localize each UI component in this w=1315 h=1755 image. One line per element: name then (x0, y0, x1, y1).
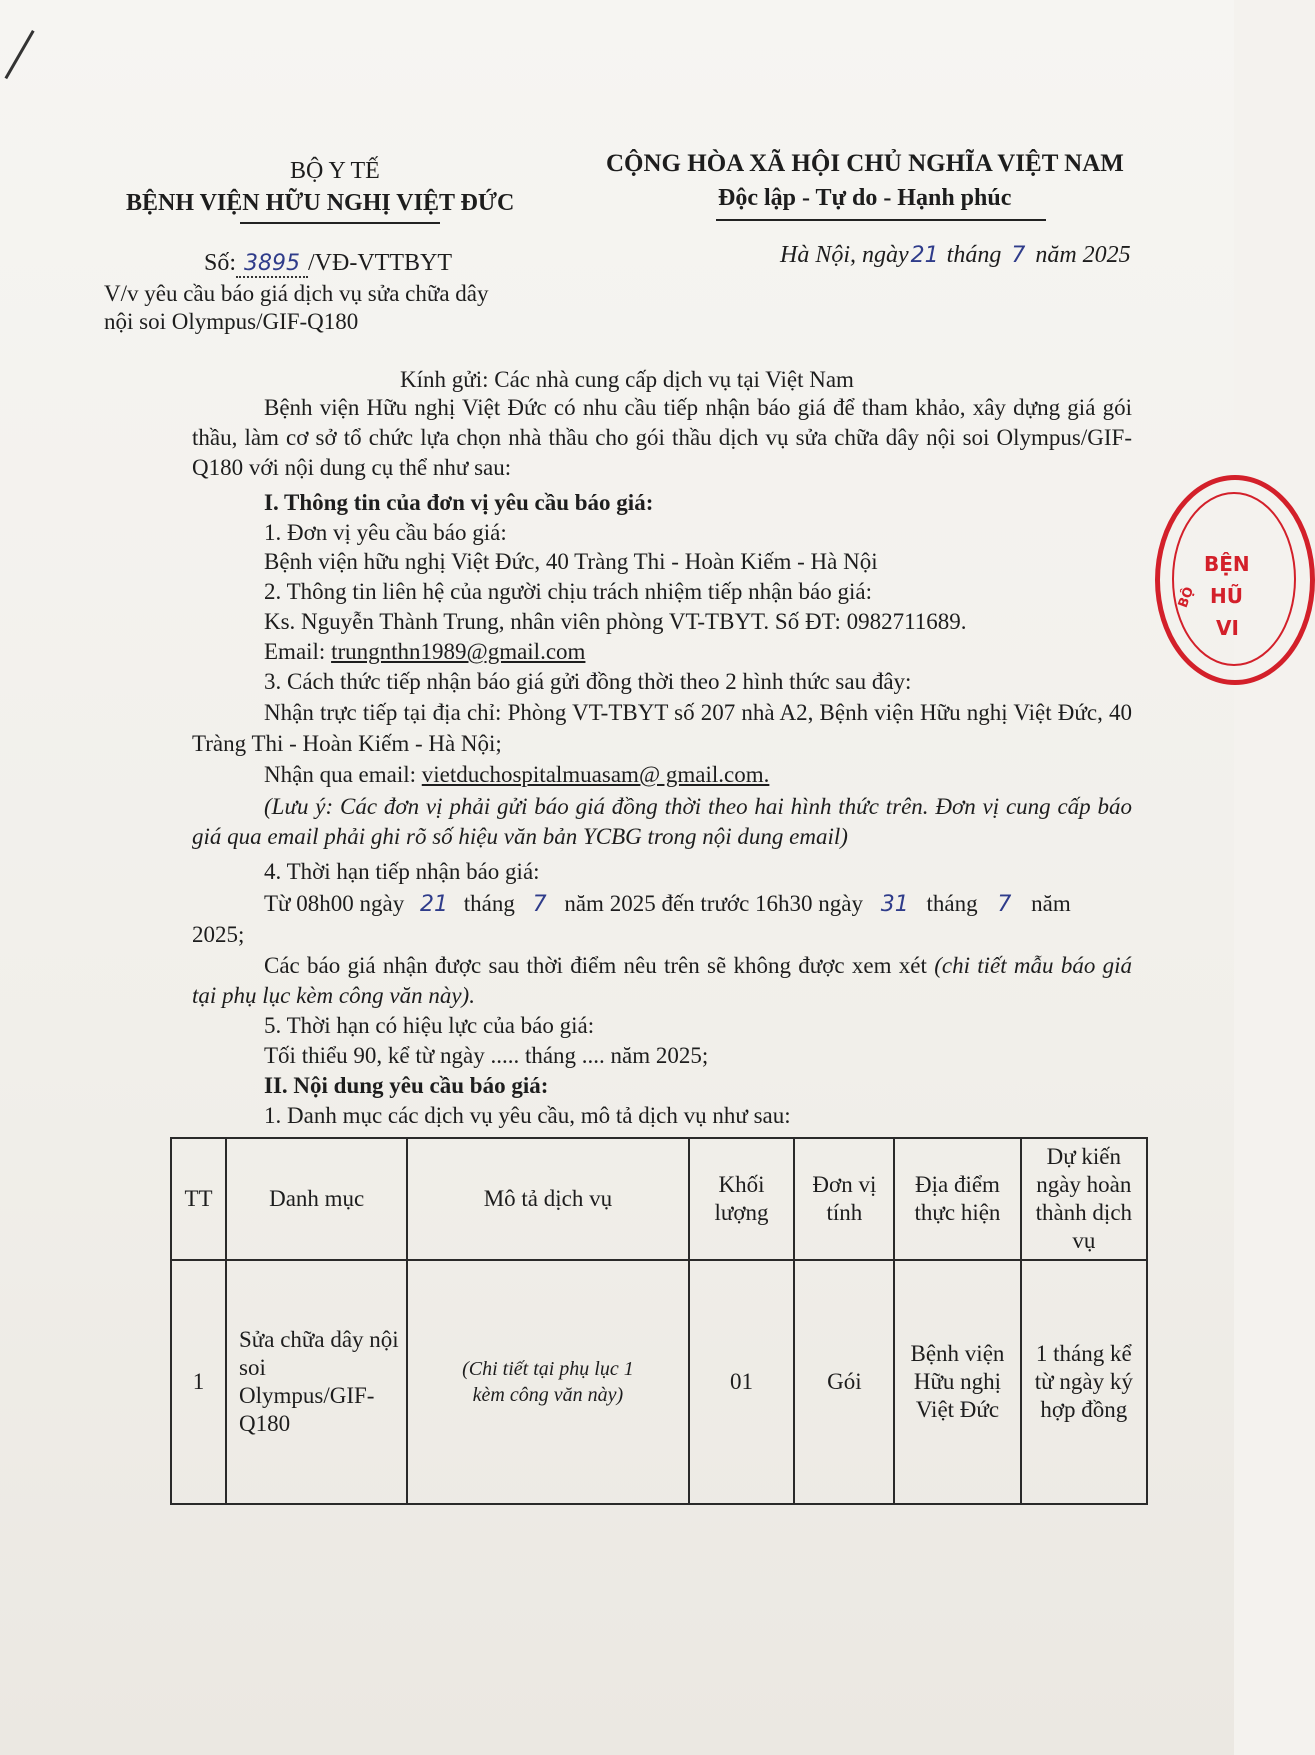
cell-tt: 1 (171, 1260, 226, 1504)
stamp-text-3: VI (1216, 616, 1239, 640)
cell-unit: Gói (794, 1260, 894, 1504)
procurement-email-link[interactable]: vietduchospitalmuasam@ gmail.com. (421, 762, 770, 787)
item-2-value: Ks. Nguyễn Thành Trung, nhân viên phòng VT-TBYT. Số ĐT: 0982711689. (264, 609, 967, 634)
item-4-year: 2025; (192, 922, 245, 947)
header-quantity: Khối lượng (689, 1138, 795, 1260)
date-year: năm 2025 (1035, 242, 1131, 268)
cell-location: Bệnh viện Hữu nghị Việt Đức (894, 1260, 1020, 1504)
table-row (171, 1260, 1147, 1504)
item-4-day-2: 31 (880, 892, 909, 917)
item-2: 2. Thông tin liên hệ của người chịu trách nhiệm tiếp nhận báo giá: (264, 579, 872, 604)
item-4-month-1: 7 (532, 892, 547, 917)
table-header-row (171, 1138, 1147, 1260)
item-3-direct: Nhận trực tiếp tại địa chỉ: Phòng VT-TBYT số 207 nhà A2, Bệnh viện Hữu nghị Việt Đức, 40 Tràng Thi - Hoàn Kiếm - Hà Nội; (192, 700, 1132, 756)
email-line (264, 637, 585, 667)
header-unit: Đơn vị tính (794, 1138, 894, 1260)
note-paragraph: (Lưu ý: Các đơn vị phải gửi báo giá đồng thời theo hai hình thức trên. Đơn vị cung cấp báo giá qua email phải ghi rõ số hiệu văn bản YCBG trong nội dung email) (192, 794, 1132, 849)
nation-name: CỘNG HÒA XÃ HỘI CHỦ NGHĨA VIỆT NAM (606, 150, 1124, 177)
item-3: 3. Cách thức tiếp nhận báo giá gửi đồng thời theo 2 hình thức sau đây: (264, 669, 912, 694)
header-completion: Dự kiến ngày hoàn thành dịch vụ (1021, 1138, 1147, 1260)
cell-quantity: 01 (689, 1260, 795, 1504)
item-4-from: Từ 08h00 ngày (264, 891, 405, 916)
issue-date (780, 242, 1131, 269)
section-2-item-1: 1. Danh mục các dịch vụ yêu cầu, mô tả dịch vụ như sau: (264, 1103, 791, 1128)
hospital-name: BỆNH VIỆN HỮU NGHỊ VIỆT ĐỨC (126, 190, 515, 216)
item-1-value: Bệnh viện hữu nghị Việt Đức, 40 Tràng Thi - Hoàn Kiếm - Hà Nội (264, 549, 878, 574)
motto: Độc lập - Tự do - Hạnh phúc (718, 185, 1012, 211)
item-4-note-italic: (chi tiết mẫu báo giá tại phụ lục kèm công văn này). (192, 953, 1132, 1008)
red-seal-stamp (1155, 475, 1315, 685)
subject-line-2: nội soi Olympus/GIF-Q180 (104, 309, 359, 334)
date-prefix: Hà Nội, ngày (780, 242, 909, 268)
salutation: Kính gửi: Các nhà cung cấp dịch vụ tại Việt Nam (400, 367, 854, 392)
stamp-text-1: BỆN (1204, 552, 1250, 576)
motto-underline (716, 219, 1046, 221)
item-4-month-word-1: tháng (463, 891, 515, 916)
date-month-label: tháng (946, 242, 1002, 268)
item-4-month-word-2: tháng (926, 891, 978, 916)
number-suffix: /VĐ-VTTBYT (308, 250, 452, 276)
item-4-note-plain: Các báo giá nhận được sau thời điểm nêu trên sẽ không được xem xét (264, 953, 927, 978)
item-4-day-1: 21 (419, 892, 448, 917)
service-table (170, 1137, 1148, 1505)
item-3-email-label: Nhận qua email: (264, 762, 417, 787)
item-4-year-word: năm (1031, 891, 1071, 916)
header-category: Danh mục (226, 1138, 407, 1260)
ministry-name: BỘ Y TẾ (290, 158, 380, 184)
section-2-title: II. Nội dung yêu cầu báo giá: (264, 1073, 549, 1098)
date-month: 7 (1011, 243, 1026, 268)
item-4-period (264, 889, 1071, 920)
email-label: Email: (264, 639, 326, 664)
intro-paragraph: Bệnh viện Hữu nghị Việt Đức có nhu cầu tiếp nhận báo giá để tham khảo, xây dựng giá gói thầu, làm cơ sở tổ chức lựa chọn nhà thầu cho gói thầu dịch vụ sửa chữa dây nội soi Olympus/GIF-Q180 với nội dung cụ thể như sau: (192, 395, 1132, 480)
cell-category: Sửa chữa dây nội soi Olympus/GIF-Q180 (226, 1260, 407, 1504)
stamp-text-2: HŨ (1210, 584, 1243, 608)
section-1-title: I. Thông tin của đơn vị yêu cầu báo giá: (264, 490, 654, 515)
header-description: Mô tả dịch vụ (407, 1138, 688, 1260)
hospital-underline (240, 222, 440, 224)
stamp-text-4: BỘ (1175, 585, 1198, 610)
item-5-value: Tối thiểu 90, kể từ ngày ..... tháng .... năm 2025; (264, 1043, 709, 1068)
subject-line-1: V/v yêu cầu báo giá dịch vụ sửa chữa dây (104, 281, 489, 306)
item-4: 4. Thời hạn tiếp nhận báo giá: (264, 859, 540, 884)
item-5: 5. Thời hạn có hiệu lực của báo giá: (264, 1013, 595, 1038)
header-location: Địa điểm thực hiện (894, 1138, 1020, 1260)
document-number (204, 250, 452, 278)
item-4-note (192, 951, 1132, 1011)
cell-description: (Chi tiết tại phụ lục 1 kèm công văn này) (407, 1260, 688, 1504)
item-3-email-line (264, 760, 769, 790)
item-4-month-2: 7 (997, 892, 1012, 917)
item-4-mid: năm 2025 đến trước 16h30 ngày (564, 891, 863, 916)
date-day: 21 (910, 243, 939, 268)
item-1: 1. Đơn vị yêu cầu báo giá: (264, 520, 507, 545)
pen-mark (5, 30, 35, 79)
contact-email-link[interactable]: trungnthn1989@gmail.com (331, 639, 586, 664)
cell-completion: 1 tháng kể từ ngày ký hợp đồng (1021, 1260, 1147, 1504)
header-tt: TT (171, 1138, 226, 1260)
number-handwritten: 3895 (236, 251, 308, 278)
number-prefix: Số: (204, 250, 237, 276)
